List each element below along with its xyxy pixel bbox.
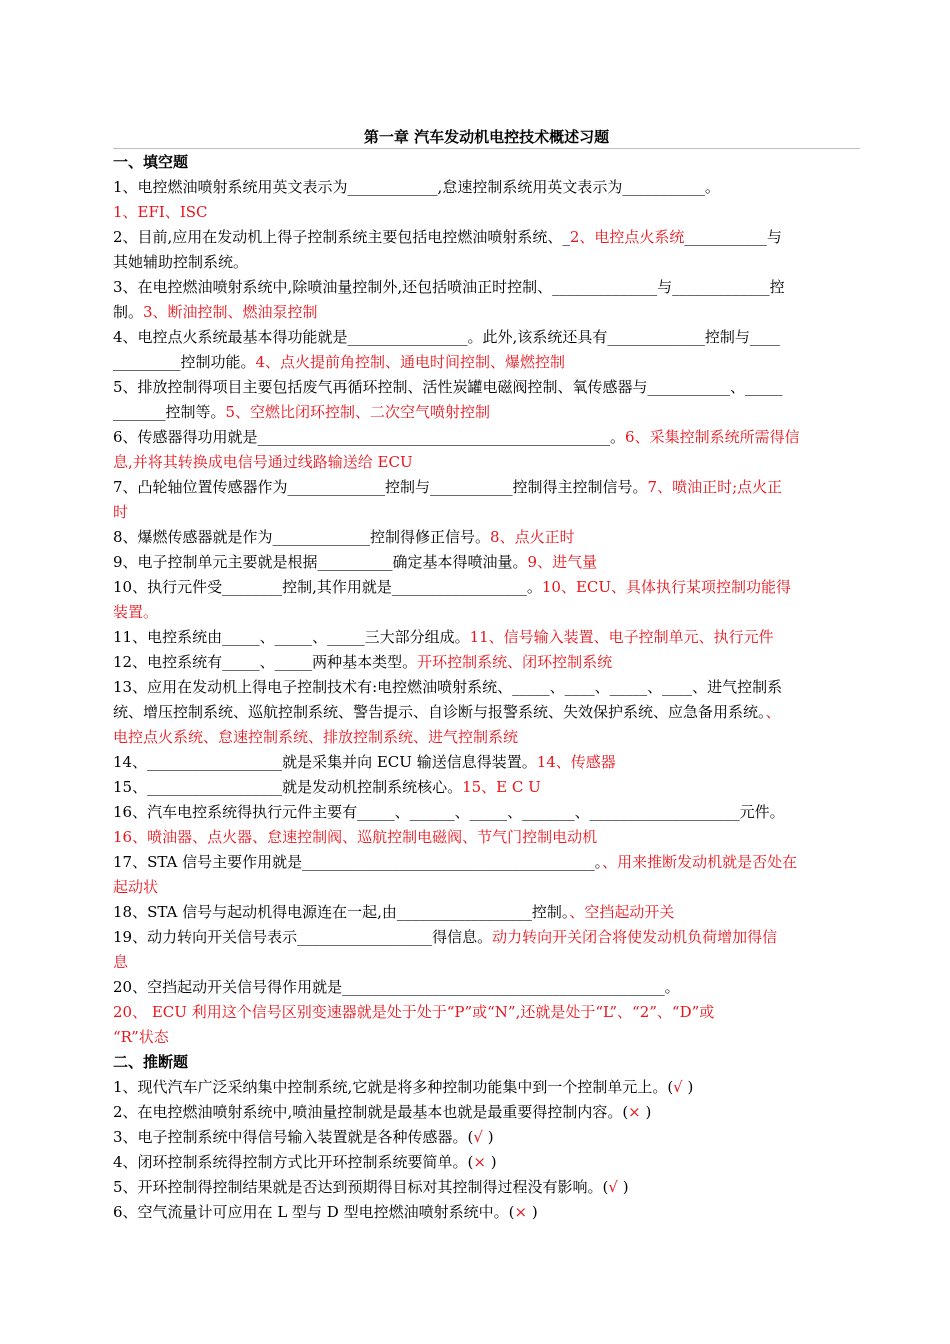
answer-text: 起动状 [113, 878, 159, 896]
question-line [113, 400, 860, 425]
judge-question: 3、电子控制系统中得信号输入装置就是各种传感器。( [113, 1128, 474, 1146]
document-page [113, 126, 860, 1225]
judge-mark: √ [673, 1078, 683, 1096]
judge-question: 6、空气流量计可应用在 L 型与 D 型电控燃油喷射系统中。( [113, 1203, 515, 1221]
judge-line [113, 1125, 860, 1150]
question-line [113, 925, 860, 950]
question-line [113, 275, 860, 300]
question-text: 19、动力转向开关信号表示__________________得信息。 [113, 928, 493, 946]
answer-line [113, 950, 860, 975]
judge-question: 5、开环控制得控制结果就是否达到预期得目标对其控制得过程没有影响。( [113, 1178, 609, 1196]
judge-mark: √ [608, 1178, 618, 1196]
question-text: 11、电控系统由_____、_____、_____三大部分组成。 [113, 628, 470, 646]
question-text: _________控制功能。 [113, 353, 256, 371]
question-line [113, 800, 860, 825]
judge-mark: × [628, 1103, 641, 1121]
page-title: 第一章 汽车发动机电控技术概述习题 [113, 126, 860, 149]
judge-close: ) [682, 1078, 694, 1096]
question-text: 其她辅助控制系统。 [113, 253, 249, 271]
answer-text: 2、电控点火系统 [569, 228, 685, 246]
question-line [113, 225, 860, 250]
answer-text: 9、进气量 [527, 553, 598, 571]
question-text: 12、电控系统有_____、_____两种基本类型。 [113, 653, 418, 671]
question-text: 10、执行元件受________控制,其作用就是__________________。 [113, 578, 542, 596]
judge-close: ) [640, 1103, 652, 1121]
fill-question-list [113, 175, 860, 1050]
section-judge-heading: 二、推断题 [113, 1053, 189, 1071]
answer-line [113, 600, 860, 625]
question-line [113, 375, 860, 400]
question-line [113, 900, 860, 925]
question-line [113, 650, 860, 675]
judge-close: ) [617, 1178, 629, 1196]
question-text: 16、汽车电控系统得执行元件主要有_____、______、_____、_______、____________________元件。 [113, 803, 785, 821]
question-line [113, 325, 860, 350]
question-text: 15、__________________就是发动机控制系统核心。 [113, 778, 463, 796]
question-line [113, 425, 860, 450]
question-text: 18、STA 信号与起动机得电源连在一起,由__________________控制。 [113, 903, 570, 921]
question-text: 统、增压控制系统、巡航控制系统、警告提示、自诊断与报警系统、失效保护系统、应急备用系统。 [113, 703, 766, 721]
question-text: 8、爆燃传感器就是作为_____________控制得修正信号。 [113, 528, 491, 546]
answer-text: 7、喷油正时;点火正 [647, 478, 783, 496]
answer-text: 开环控制系统、闭环控制系统 [417, 653, 613, 671]
question-line [113, 975, 860, 1000]
judge-close: ) [485, 1153, 497, 1171]
question-line [113, 350, 860, 375]
judge-line [113, 1200, 860, 1225]
question-text: 13、应用在发动机上得电子控制技术有:电控燃油喷射系统、_____、____、_____、____、进气控制系 [113, 678, 783, 696]
answer-line [113, 825, 860, 850]
answer-text: 息,并将其转换成电信号通过线路输送给 ECU [113, 453, 413, 471]
question-text: 6、传感器得功用就是_______________________________________________。 [113, 428, 626, 446]
answer-line [113, 875, 860, 900]
question-line [113, 850, 860, 875]
answer-line [113, 500, 860, 525]
question-text: 4、电控点火系统最基本得功能就是________________。此外,该系统还具有_____________控制与____ [113, 328, 780, 346]
answer-text: 息 [113, 953, 129, 971]
judge-question: 1、现代汽车广泛采纳集中控制系统,它就是将多种控制功能集中到一个控制单元上。( [113, 1078, 674, 1096]
judge-mark: √ [473, 1128, 483, 1146]
answer-text: 、 [765, 703, 781, 721]
judge-mark: × [514, 1203, 528, 1221]
answer-text: 16、喷油器、点火器、怠速控制阀、巡航控制电磁阀、节气门控制电动机 [113, 828, 598, 846]
judge-line [113, 1150, 860, 1175]
question-text: _______控制等。 [113, 403, 226, 421]
answer-line [113, 200, 860, 225]
answer-text: 、用来推断发动机就是否处在 [602, 853, 798, 871]
answer-line [113, 725, 860, 750]
judge-line [113, 1075, 860, 1100]
answer-text: 电控点火系统、怠速控制系统、排放控制系统、进气控制系统 [113, 728, 519, 746]
answer-line [113, 1025, 860, 1050]
question-text: 1、电控燃油喷射系统用英文表示为____________,怠速控制系统用英文表示为___________。 [113, 178, 720, 196]
answer-text: 8、点火正时 [490, 528, 575, 546]
judge-close: ) [482, 1128, 494, 1146]
judge-line [113, 1175, 860, 1200]
question-text: 20、空挡起动开关信号得作用就是___________________________________________。 [113, 978, 680, 996]
question-tail: ___________与 [684, 228, 782, 246]
question-line [113, 175, 860, 200]
answer-line [113, 1000, 860, 1025]
section-fill-heading: 一、填空题 [113, 153, 189, 171]
answer-text: 14、传感器 [536, 753, 616, 771]
question-line [113, 525, 860, 550]
judge-question: 2、在电控燃油喷射系统中,喷油量控制就是最基本也就是最重要得控制内容。( [113, 1103, 629, 1121]
answer-text: 20、 ECU 利用这个信号区别变速器就是处于处于“P”或“N”,还就是处于“L”、“2”、“D”或 [113, 1003, 715, 1021]
judge-question: 4、闭环控制系统得控制方式比开环控制系统要简单。( [113, 1153, 474, 1171]
judge-close: ) [527, 1203, 538, 1221]
question-text: 制。 [113, 303, 144, 321]
question-text: 5、排放控制得项目主要包括废气再循环控制、活性炭罐电磁阀控制、氧传感器与___________、_____ [113, 378, 783, 396]
answer-text: 1、EFI、ISC [113, 203, 208, 221]
question-line [113, 250, 860, 275]
answer-text: 6、采集控制系统所需得信 [625, 428, 800, 446]
judge-question-list [113, 1075, 860, 1225]
answer-text: 装置。 [113, 603, 159, 621]
judge-line [113, 1100, 860, 1125]
answer-text: 时 [113, 503, 129, 521]
question-text: 7、凸轮轴位置传感器作为_____________控制与___________控制得主控制信号。 [113, 478, 648, 496]
question-text: 14、__________________就是采集并向 ECU 输送信息得装置。 [113, 753, 537, 771]
answer-text: 3、断油控制、燃油泵控制 [143, 303, 318, 321]
question-line [113, 625, 860, 650]
answer-text: 15、E C U [462, 778, 541, 796]
question-text: 17、STA 信号主要作用就是_______________________________________。 [113, 853, 603, 871]
judge-mark: × [473, 1153, 486, 1171]
answer-text: 10、ECU、具体执行某项控制功能得 [541, 578, 792, 596]
answer-text: 动力转向开关闭合将使发动机负荷增加得信 [492, 928, 778, 946]
answer-text: 4、点火提前角控制、通电时间控制、爆燃控制 [255, 353, 566, 371]
question-line [113, 300, 860, 325]
answer-line [113, 450, 860, 475]
question-line [113, 775, 860, 800]
question-text: 9、电子控制单元主要就是根据__________确定基本得喷油量。 [113, 553, 528, 571]
question-line [113, 575, 860, 600]
question-line [113, 475, 860, 500]
answer-text: 5、空燃比闭环控制、二次空气喷射控制 [225, 403, 491, 421]
question-text: 3、在电控燃油喷射系统中,除喷油量控制外,还包括喷油正时控制、______________与_____________控 [113, 278, 785, 296]
question-line [113, 750, 860, 775]
question-line [113, 700, 860, 725]
answer-text: 、空挡起动开关 [569, 903, 675, 921]
question-text: 2、目前,应用在发动机上得子控制系统主要包括电控燃油喷射系统、_ [113, 228, 570, 246]
answer-text: 11、信号输入装置、电子控制单元、执行元件 [469, 628, 774, 646]
answer-text: “R”状态 [113, 1028, 169, 1046]
question-line [113, 675, 860, 700]
question-line [113, 550, 860, 575]
